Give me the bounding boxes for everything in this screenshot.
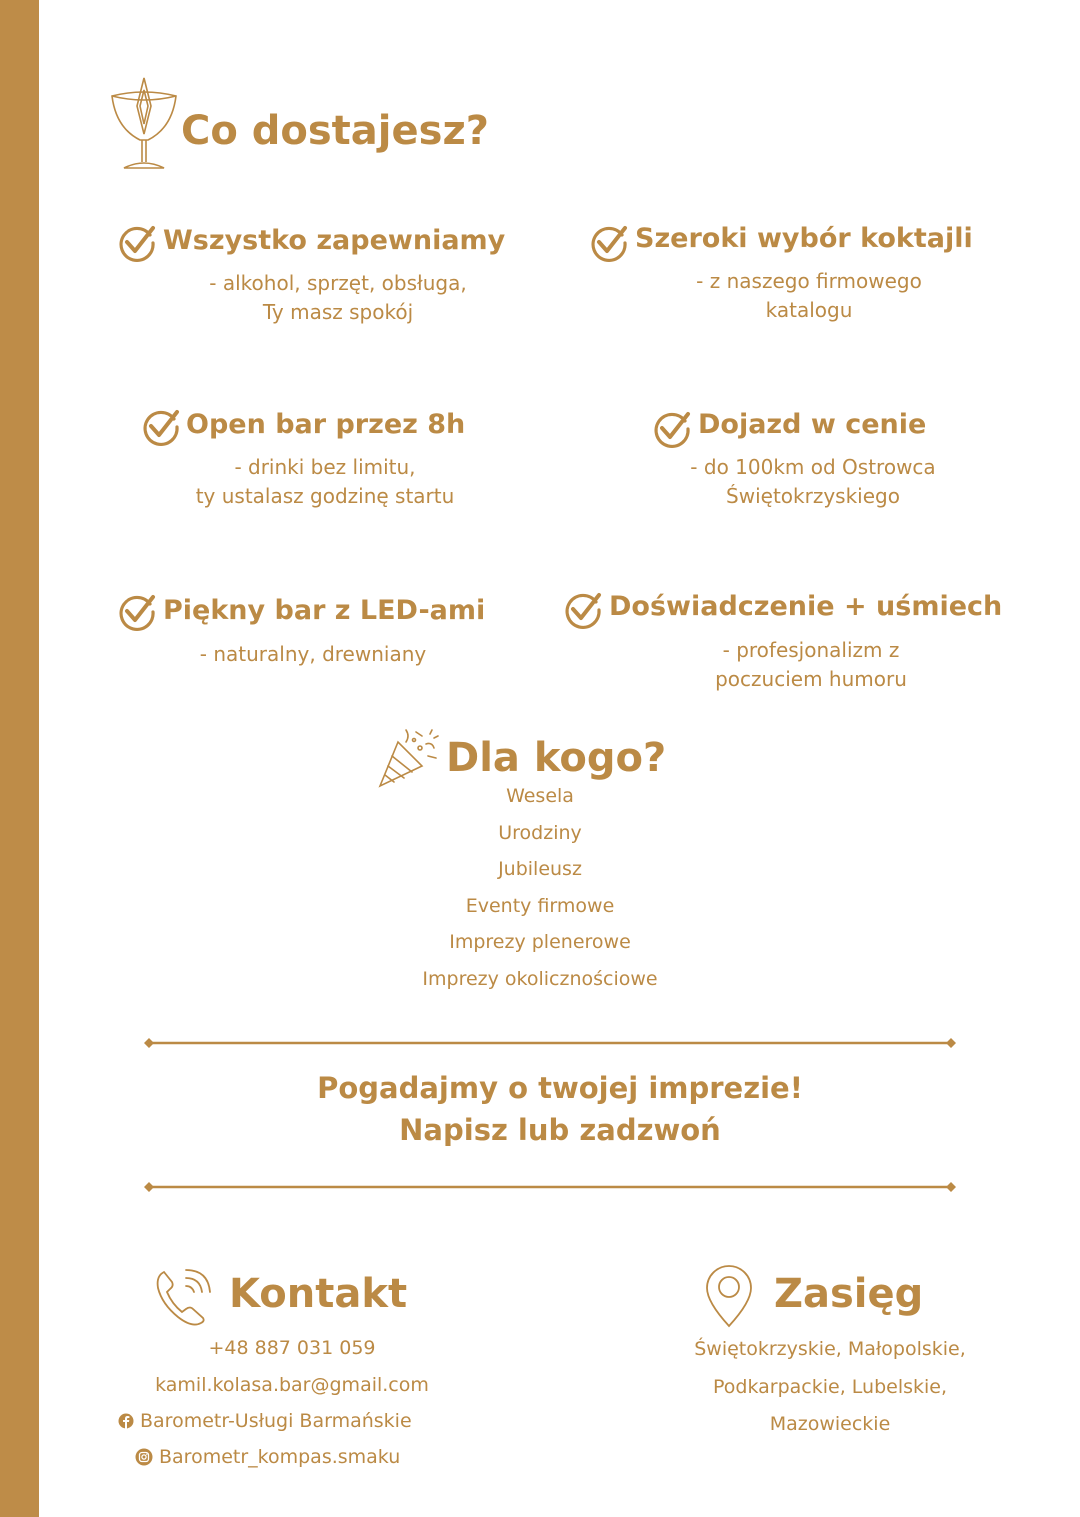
- divider-top: [143, 1035, 957, 1051]
- page-title: Co dostajesz?: [181, 108, 489, 154]
- feature-description: - do 100km od Ostrowca Świętokrzyskiego: [690, 455, 936, 508]
- map-pin-icon: [703, 1264, 755, 1328]
- feature-title: Piękny bar z LED-ami: [163, 595, 486, 626]
- instagram-label: Barometr_kompas.smaku: [159, 1446, 401, 1468]
- contact-title: Kontakt: [229, 1271, 408, 1317]
- check-circle-icon: [117, 592, 157, 632]
- instagram-link[interactable]: [135, 1446, 400, 1468]
- cocktail-glass-icon: [108, 76, 180, 172]
- feature-title: Doświadczenie + uśmiech: [609, 591, 1003, 622]
- zone-title: Zasięg: [774, 1271, 924, 1317]
- facebook-icon: [118, 1413, 134, 1429]
- phone-icon: [152, 1264, 216, 1328]
- feature-description: - naturalny, drewniany: [199, 642, 427, 666]
- check-circle-icon: [141, 407, 181, 447]
- phone-number[interactable]: +48 887 031 059: [208, 1337, 376, 1359]
- instagram-icon: [135, 1448, 153, 1466]
- list-item: Imprezy plenerowe: [449, 931, 631, 953]
- feature-description: - alkohol, sprzęt, obsługa, Ty masz spokój: [209, 271, 467, 324]
- facebook-link[interactable]: [118, 1410, 412, 1432]
- audience-list: [340, 778, 740, 997]
- list-item: Imprezy okolicznościowe: [422, 967, 658, 990]
- list-item: Eventy firmowe: [465, 894, 615, 917]
- list-item: Urodziny: [498, 821, 582, 844]
- check-circle-icon: [563, 590, 603, 630]
- list-item: Wesela: [506, 785, 574, 807]
- check-circle-icon: [652, 409, 692, 449]
- feature-description: - drinki bez limitu, ty ustalasz godzinę startu: [195, 455, 455, 508]
- feature-title: Wszystko zapewniamy: [163, 225, 506, 256]
- feature-description: - z naszego firmowego katalogu: [696, 269, 922, 322]
- check-circle-icon: [117, 223, 157, 263]
- feature-description: - profesjonalizm z poczuciem humoru: [715, 638, 907, 691]
- list-item: Jubileusz: [498, 858, 582, 880]
- cta-text: Pogadajmy o twojej imprezie! Napisz lub zadzwoń: [317, 1071, 803, 1147]
- feature-title: Dojazd w cenie: [698, 409, 927, 440]
- audience-title: Dla kogo?: [446, 735, 667, 781]
- email-link[interactable]: kamil.kolasa.bar@gmail.com: [155, 1374, 429, 1396]
- feature-title: Open bar przez 8h: [186, 409, 466, 440]
- zone-list: Świętokrzyskie, Małopolskie, Podkarpackie, Lubelskie, Mazowieckie: [694, 1338, 966, 1435]
- check-circle-icon: [589, 223, 629, 263]
- feature-title: Szeroki wybór koktajli: [635, 223, 973, 254]
- side-accent-bar: [0, 0, 39, 1517]
- facebook-label: Barometr-Usługi Barmańskie: [140, 1410, 412, 1432]
- divider-bottom: [143, 1179, 957, 1195]
